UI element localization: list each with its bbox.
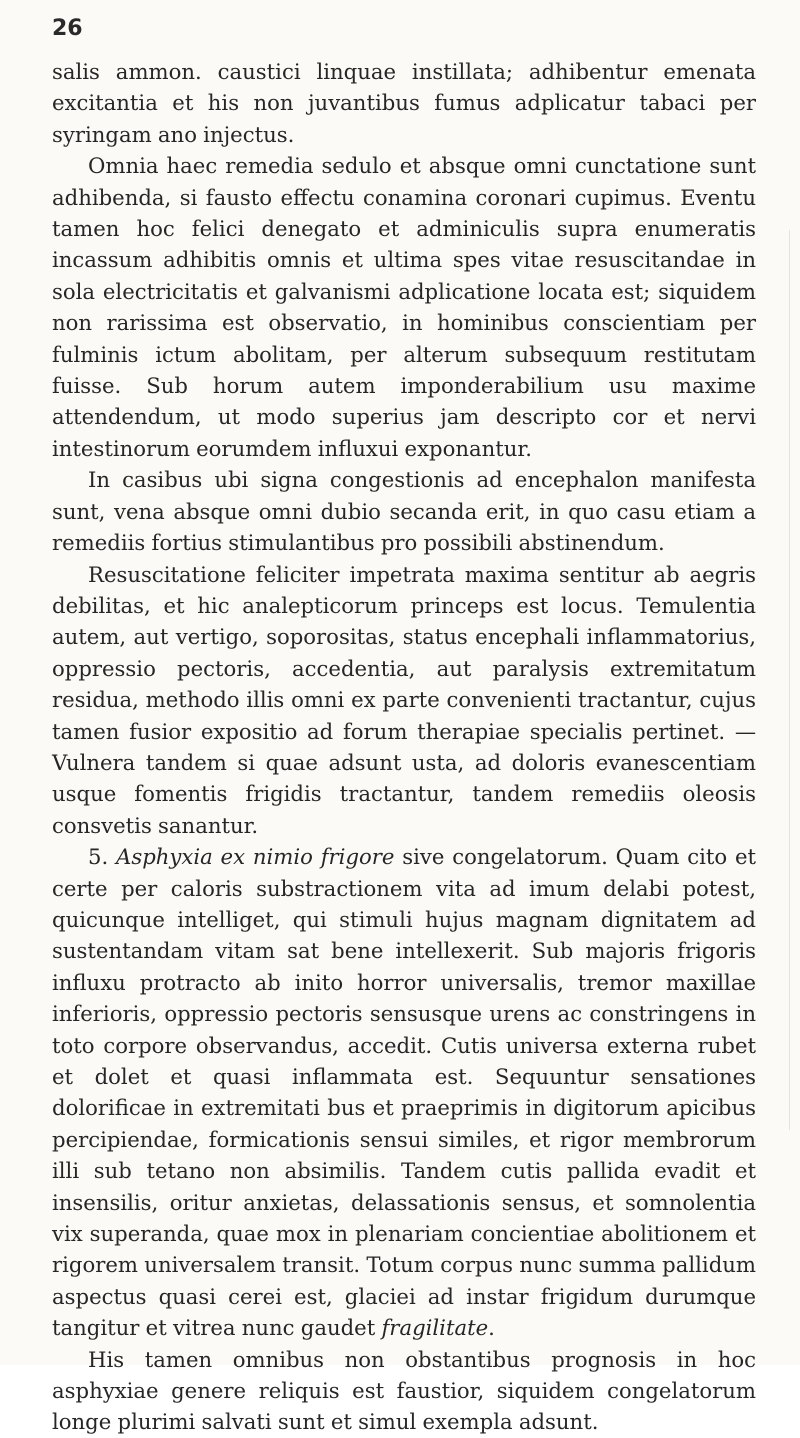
paragraph-4-end: . — [488, 1315, 495, 1341]
paragraph-5 — [52, 1344, 756, 1438]
paragraph-3 — [52, 559, 756, 842]
page-edge-divider — [789, 230, 790, 1130]
body-text — [52, 56, 756, 1438]
paragraph-1 — [52, 150, 756, 464]
page-number: 26 — [52, 16, 83, 41]
paragraph-4-italic-word: fragilitate — [381, 1315, 489, 1341]
paragraph-2 — [52, 464, 756, 558]
paragraph-0-text: salis ammon. caustici linquae instillata; adhibentur emenata excitantia et his non juvantibus fumus adplicatur tabaci per syringam ano injectus. — [52, 59, 756, 147]
paragraph-2-text: In casibus ubi signa congestionis ad encephalon manifesta sunt, vena absque omni dubio secanda erit, in quo casu etiam a remediis fortius stimulantibus pro possibili abstinendum. — [52, 467, 756, 556]
paragraph-5-text: His tamen omnibus non obstantibus prognosis in hoc asphyxiae genere reliquis est faustior, siquidem congelatorum longe plurimi salvati sunt et simul exempla adsunt. — [52, 1346, 756, 1435]
paragraph-3-text: Resuscitatione feliciter impetrata maxima sentitur ab aegris debilitas, et hic analepticorum princeps est locus. Temulentia autem, aut vertigo, soporositas, status encephali inflammatorius, oppressio pectoris, accedentia, aut paralysis extremitatum residua, methodo illis omni ex parte convenienti tractantur, cujus tamen fusior expositio ad forum therapiae specialis pertinet. — Vulnera tandem si quae adsunt usta, ad doloris evanescentiam usque fomentis frigidis tractantur, tandem remediis oleosis consvetis sanantur. — [52, 561, 756, 838]
paragraph-4 — [52, 841, 756, 1344]
paragraph-0 — [52, 56, 756, 150]
paragraph-4-heading: Asphyxia ex nimio frigore — [116, 844, 395, 870]
paragraph-4-number: 5. — [88, 844, 117, 870]
paragraph-1-text: Omnia haec remedia sedulo et absque omni cunctatione sunt adhibenda, si fausto effectu conamina coronari cupimus. Eventu tamen hoc felici denegato et adminiculis supra enumeratis incassum adhibitis omnis et ultima spes vitae resuscitandae in sola electricitatis et galvanismi adplicatione locata est; siquidem non rarissima est observatio, in hominibus conscientiam per fulminis ictum abolitam, per alterum subsequum restitutam fuisse. Sub horum autem imponderabilium usu maxime attendendum, ut modo superius jam descripto cor et nervi intestinorum eorumdem influxui exponantur. — [52, 153, 756, 461]
paragraph-4-text: sive congelatorum. Quam cito et certe per caloris substractionem vita ad imum delabi potest, quicunque intelliget, qui stimuli hujus magnam dignitatem ad sustentandam vitam sat bene intellexerit. Sub majoris frigoris influxu protracto ab inito horror universalis, tremor maxillae inferioris, oppressio pectoris sensusque urens ac constringens in toto corpore observandus, accedit. Cutis universa externa rubet et dolet et quasi inflammata est. Sequuntur sensationes dolorificae in extremitati bus et praeprimis in digitorum apicibus percipiendae, formicationis sensui similes, et rigor membrorum illi sub tetano non absimilis. Tandem cutis pallida evadit et insensilis, oritur anxietas, delassationis sensus, et somnolentia vix superanda, quae mox in plenariam concientiae abolitionem et rigorem universalem transit. Totum corpus nunc summa pallidum aspectus quasi cerei est, glaciei ad instar frigidum durumque tangitur et vitrea nunc gaudet — [52, 844, 756, 1341]
